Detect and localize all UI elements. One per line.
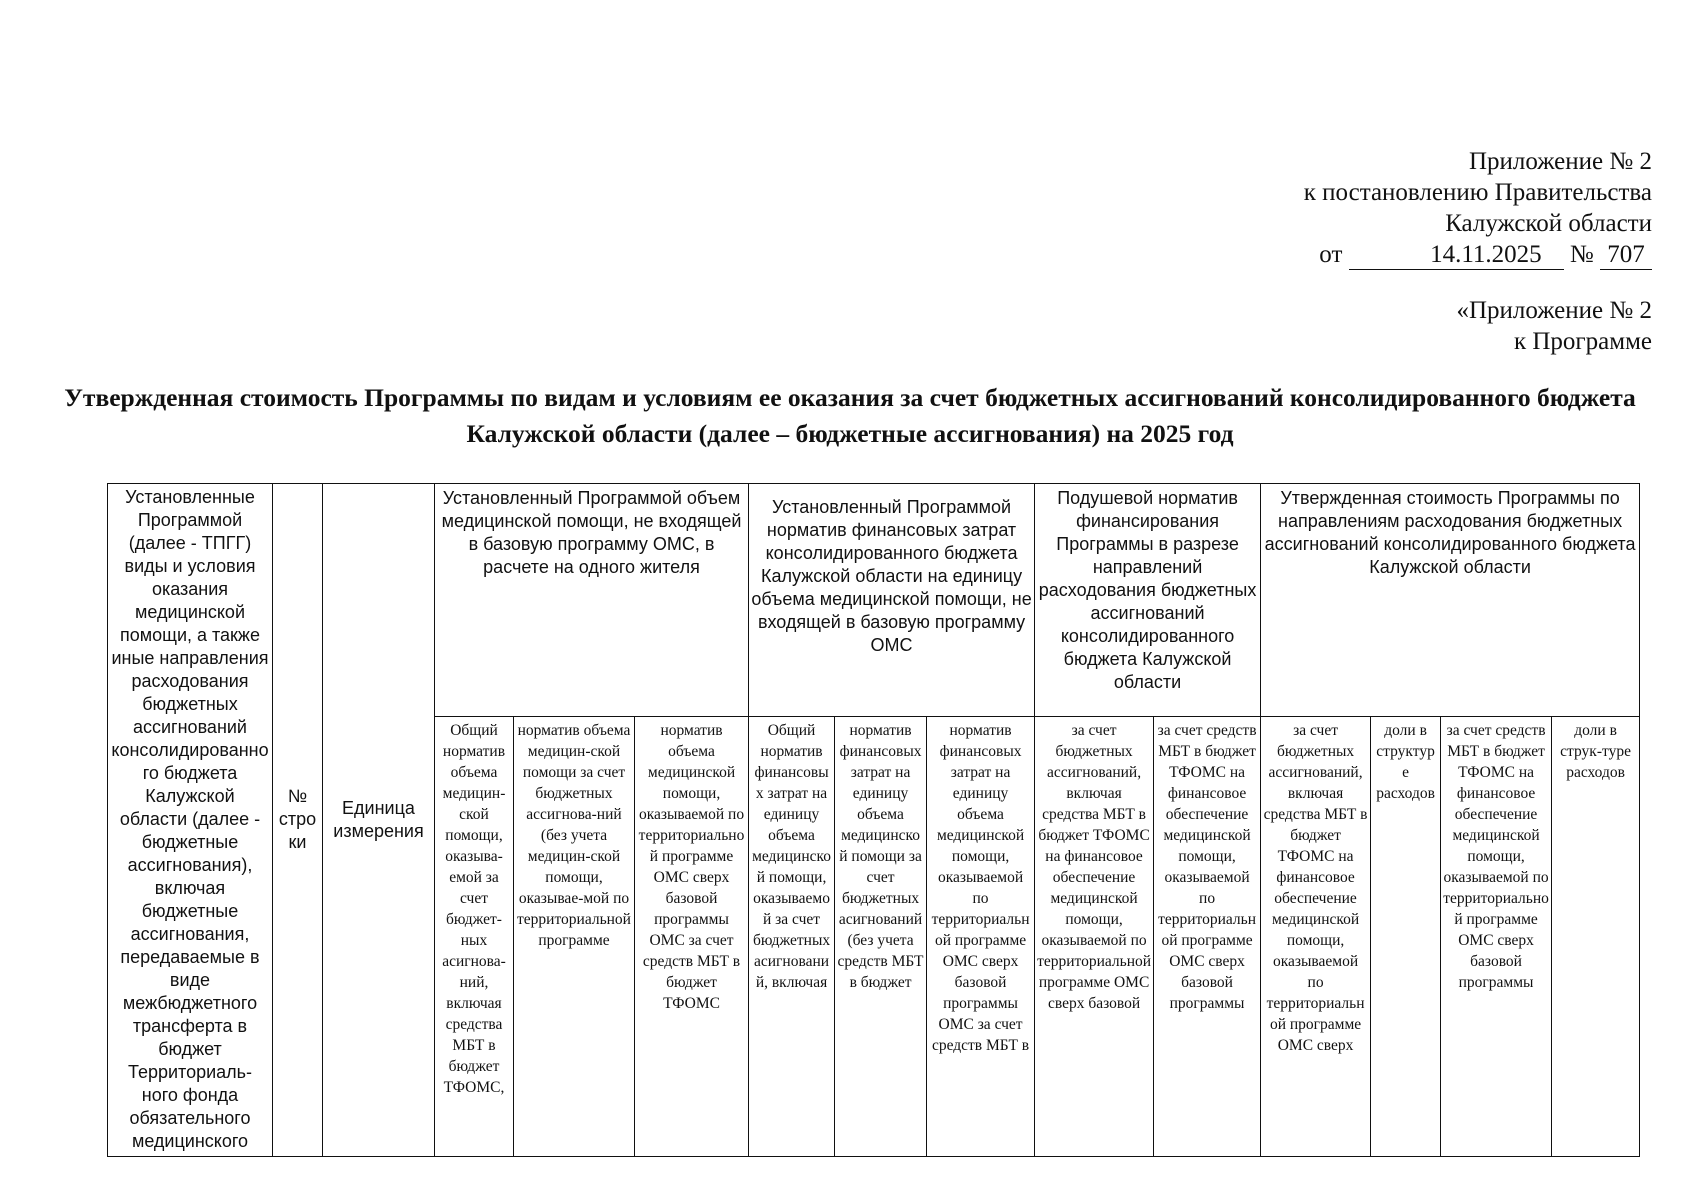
resolution-date: 14.11.2025 — [1349, 241, 1564, 270]
header-sub-col: Общий норматив объема медицин-ской помощи, оказыва-емой за счет бюджет-ных асигнова-ний, включая средства МБТ в бюджет ТФОМС, — [435, 717, 514, 1157]
header-sub-col: за счет средств МБТ в бюджет ТФОМС на финансовое обеспечение медицинской помощи, оказываемой по территориальной программе ОМС сверх базовой программы — [1154, 717, 1261, 1157]
header-sub-col: доли в структуре расходов — [1371, 717, 1441, 1157]
document-title: Утвержденная стоимость Программы по видам и условиям ее оказания за счет бюджетных ассигнований консолидированного бюджета Калужской области (далее – бюджетные ассигнования) на 2025 год — [64, 383, 1636, 448]
header-sub-col: Общий норматив финансовых затрат на единицу объема медицинской помощи, оказываемой за счет бюджетных асигнований, включая — [749, 717, 835, 1157]
header-unit: Единица измерения — [323, 484, 435, 1157]
resolution-number: 707 — [1600, 241, 1652, 270]
header-sub-col: за счет бюджетных ассигнований, включая средства МБТ в бюджет ТФОМС на финансовое обеспечение медицинской помощи, оказываемой по территориальной программе ОМС сверх базовой — [1035, 717, 1154, 1157]
resolution-label: к постановлению Правительства — [1303, 179, 1652, 206]
number-prefix: № — [1569, 241, 1594, 268]
date-prefix: от — [1319, 241, 1343, 268]
header-sub-col: норматив финансовых затрат на единицу объема медицинской помощи, оказываемой по территориальной программе ОМС сверх базовой программы ОМС за счет средств МБТ в — [927, 717, 1035, 1157]
header-sub-col: за счет средств МБТ в бюджет ТФОМС на финансовое обеспечение медицинской помощи, оказываемой по территориальной программе ОМС сверх базовой программы — [1441, 717, 1552, 1157]
header-sub-col: норматив финансовых затрат на единицу объема медицинской помощи за счет бюджетных асигнований (без учета средств МБТ в бюджет — [835, 717, 927, 1157]
header-volume-group: Установленный Программой объем медицинской помощи, не входящей в базовую программу ОМС, в расчете на одного жителя — [435, 484, 749, 717]
program-appendix-label: «Приложение № 2 — [1456, 297, 1652, 324]
header-row-number: № строки — [273, 484, 323, 1157]
program-appendix-header — [1456, 295, 1652, 357]
header-sub-col: за счет бюджетных ассигнований, включая средства МБТ в бюджет ТФОМС на финансовое обеспечение медицинской помощи, оказываемой по территориальной программе ОМС сверх — [1261, 717, 1371, 1157]
header-sub-col: норматив объема медицин-ской помощи за счет бюджетных ассигнова-ний (без учета медицин-ской помощи, оказывае-мой по территориальной программе — [514, 717, 635, 1157]
approval-header — [1304, 146, 1652, 270]
cost-table — [107, 483, 1640, 1157]
region-label: Калужской области — [1445, 210, 1652, 237]
header-cost-norm-group: Установленный Программой норматив финансовых затрат консолидированного бюджета Калужской области на единицу объема медицинской помощи, не входящей в базовую программу ОМС — [749, 484, 1035, 717]
date-number-line — [1304, 239, 1652, 270]
header-per-capita-group: Подушевой норматив финансирования Программы в разрезе направлений расходования бюджетных ассигнований консолидированного бюджета Калужской области — [1035, 484, 1261, 717]
appendix-label: Приложение № 2 — [1468, 148, 1652, 175]
header-approved-cost-group: Утвержденная стоимость Программы по направлениям расходования бюджетных ассигнований консолидированного бюджета Калужской области — [1261, 484, 1640, 717]
header-sub-col: норматив объема медицинской помощи, оказываемой по территориальной программе ОМС сверх базовой программы ОМС за счет средств МБТ в бюджет ТФОМС — [635, 717, 749, 1157]
header-care-types: Установленные Программой (далее - ТПГГ) виды и условия оказания медицинской помощи, а также иные направления расходования бюджетных ассигнований консолидированного бюджета Калужской области (далее - бюджетные ассигнования), включая бюджетные ассигнования, передаваемые в виде межбюджетного трансферта в бюджет Территориаль-ного фонда обязательного медицинского — [108, 484, 273, 1157]
program-label: к Программе — [1513, 328, 1652, 355]
header-sub-col: доли в струк-туре расходов — [1552, 717, 1640, 1157]
